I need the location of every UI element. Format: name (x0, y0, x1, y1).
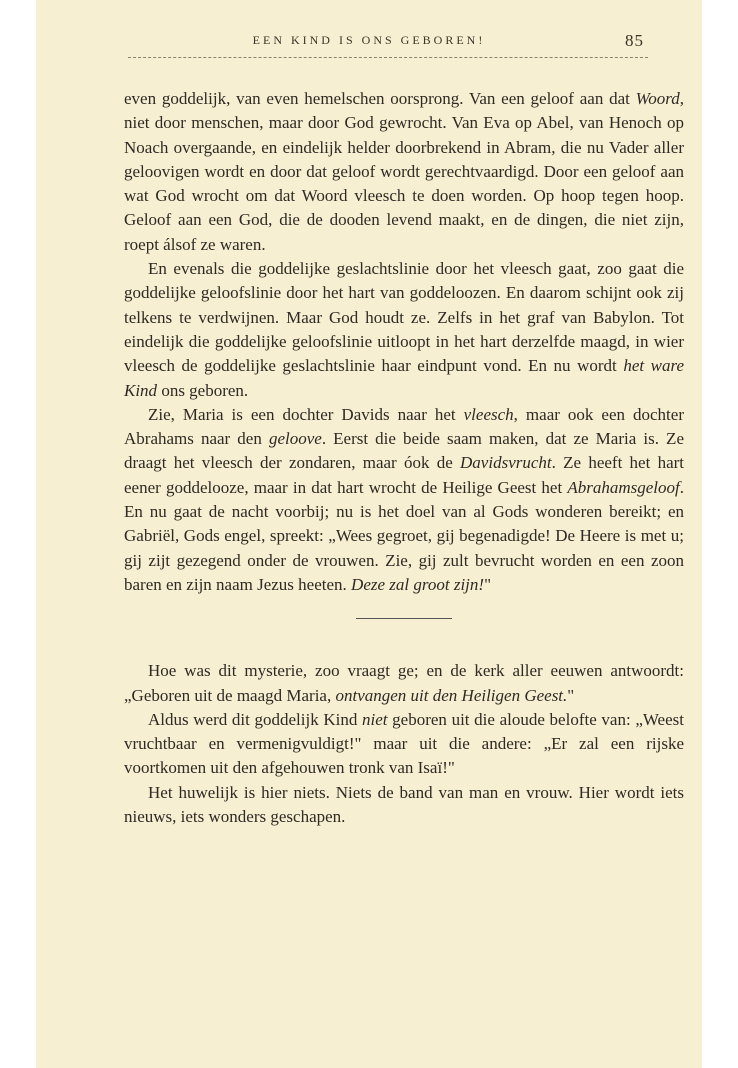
p3-emphasis-geloove: geloove (268, 429, 322, 449)
section-divider (356, 618, 452, 619)
p2-emphasis-ware-kind: het ware Kind (124, 356, 684, 400)
body-text (124, 87, 684, 829)
p3-text-i: . En nu gaat de nacht voorbij; nu is het doel van al Gods wonderen bereikt; en Gabriël, Gods engel, spreekt: „Wees gegroet, gij begenadigde! De Heere is met u; gij zijt gezegend onder de vrouwen. Zie, gij zult bevrucht worden en een zoon baren en zijn naam Jezus heeten. (124, 477, 684, 594)
p3-emphasis-deze-zal-groot: Deze zal groot zijn! (351, 574, 485, 594)
paragraph-6: Het huwelijk is hier niets. Niets de band van man en vrouw. Hier wordt iets nieuws, iets wonders geschapen. (124, 782, 684, 827)
p5-text-c: geboren uit die aloude belofte van: „Weest vruchtbaar en vermenigvuldigt!" maar uit die andere: „Er zal een rijske voortkomen uit den afgehouwen tronk van Isaï!" (124, 709, 684, 778)
p4-emphasis-ontvangen: ontvangen uit den Heiligen Geest. (335, 685, 568, 705)
p3-emphasis-abrahamsgeloof: Abrahamsgeloof (567, 477, 680, 497)
p5-text-a: Aldus werd dit goddelijk Kind (148, 709, 363, 729)
page-number: 85 (625, 31, 644, 50)
page-header (36, 33, 702, 53)
paragraph-1 (124, 87, 684, 257)
paragraph-3 (124, 403, 684, 597)
p3-text-g: . Ze heeft het hart eener goddelooze, maar in dat hart wrocht de Heilige Geest het (124, 453, 684, 497)
p5-emphasis-niet: niet (362, 709, 388, 729)
paragraph-4 (124, 659, 684, 708)
header-rule (128, 57, 648, 58)
p3-text-a: Zie, Maria is een dochter Davids naar het (148, 404, 464, 424)
p1-emphasis-woord: Woord (635, 89, 680, 108)
p3-text-e: . Eerst die beide saam maken, dat ze Maria is. Ze draagt het vleesch der zondaren, maar óok de (124, 429, 684, 473)
paragraph-2 (124, 257, 684, 403)
p1-text-c: , niet door menschen, maar door God gewrocht. Van Eva op Abel, van Henoch op Noach overgaande, en eindelijk helder doorbrekend in Abram, die nu Vader aller geloovigen wordt en door dat geloof wordt gerechtvaardigd. Door een geloof aan wat God wrocht om dat Woord vleesch te doen worden. Op hoop tegen hoop. Geloof aan een God, die de dooden levend maakt, en de dingen, die niet zijn, roept álsof ze waren. (124, 89, 684, 254)
p4-text-c: " (567, 685, 575, 705)
p1-text-a: even goddelijk, van even hemelschen oorsprong. Van een geloof aan dat (124, 89, 636, 108)
p4-text-a: Hoe was dit mysterie, zoo vraagt ge; en de kerk aller eeuwen antwoordt: „Geboren uit de maagd Maria, (124, 661, 684, 705)
book-page (36, 0, 702, 1068)
p3-closing-quote: " (484, 574, 492, 594)
running-title: EEN KIND IS ONS GEBOREN! (252, 33, 486, 47)
p2-text-a: En evenals die goddelijke geslachtslinie door het vleesch gaat, zoo gaat die goddelijke geloofslinie door het hart van goddeloozen. En daarom schijnt ook zij telkens te verdwijnen. Maar God houdt ze. Zelfs in het graf van Babylon. Tot eindelijk die goddelijke geloofslinie uitloopt in het hart derzelfde maagd, in wier vleesch de goddelijke geslachtslinie haar eindpunt vond. En nu wordt (124, 259, 684, 376)
p3-text-c: , maar ook een dochter Abrahams naar den (124, 404, 684, 449)
p3-emphasis-davidsvrucht: Davidsvrucht (460, 453, 552, 473)
paragraph-5 (124, 708, 684, 781)
p3-emphasis-vleesch: vleesch (463, 404, 514, 424)
p2-text-c: ons geboren. (157, 380, 249, 400)
